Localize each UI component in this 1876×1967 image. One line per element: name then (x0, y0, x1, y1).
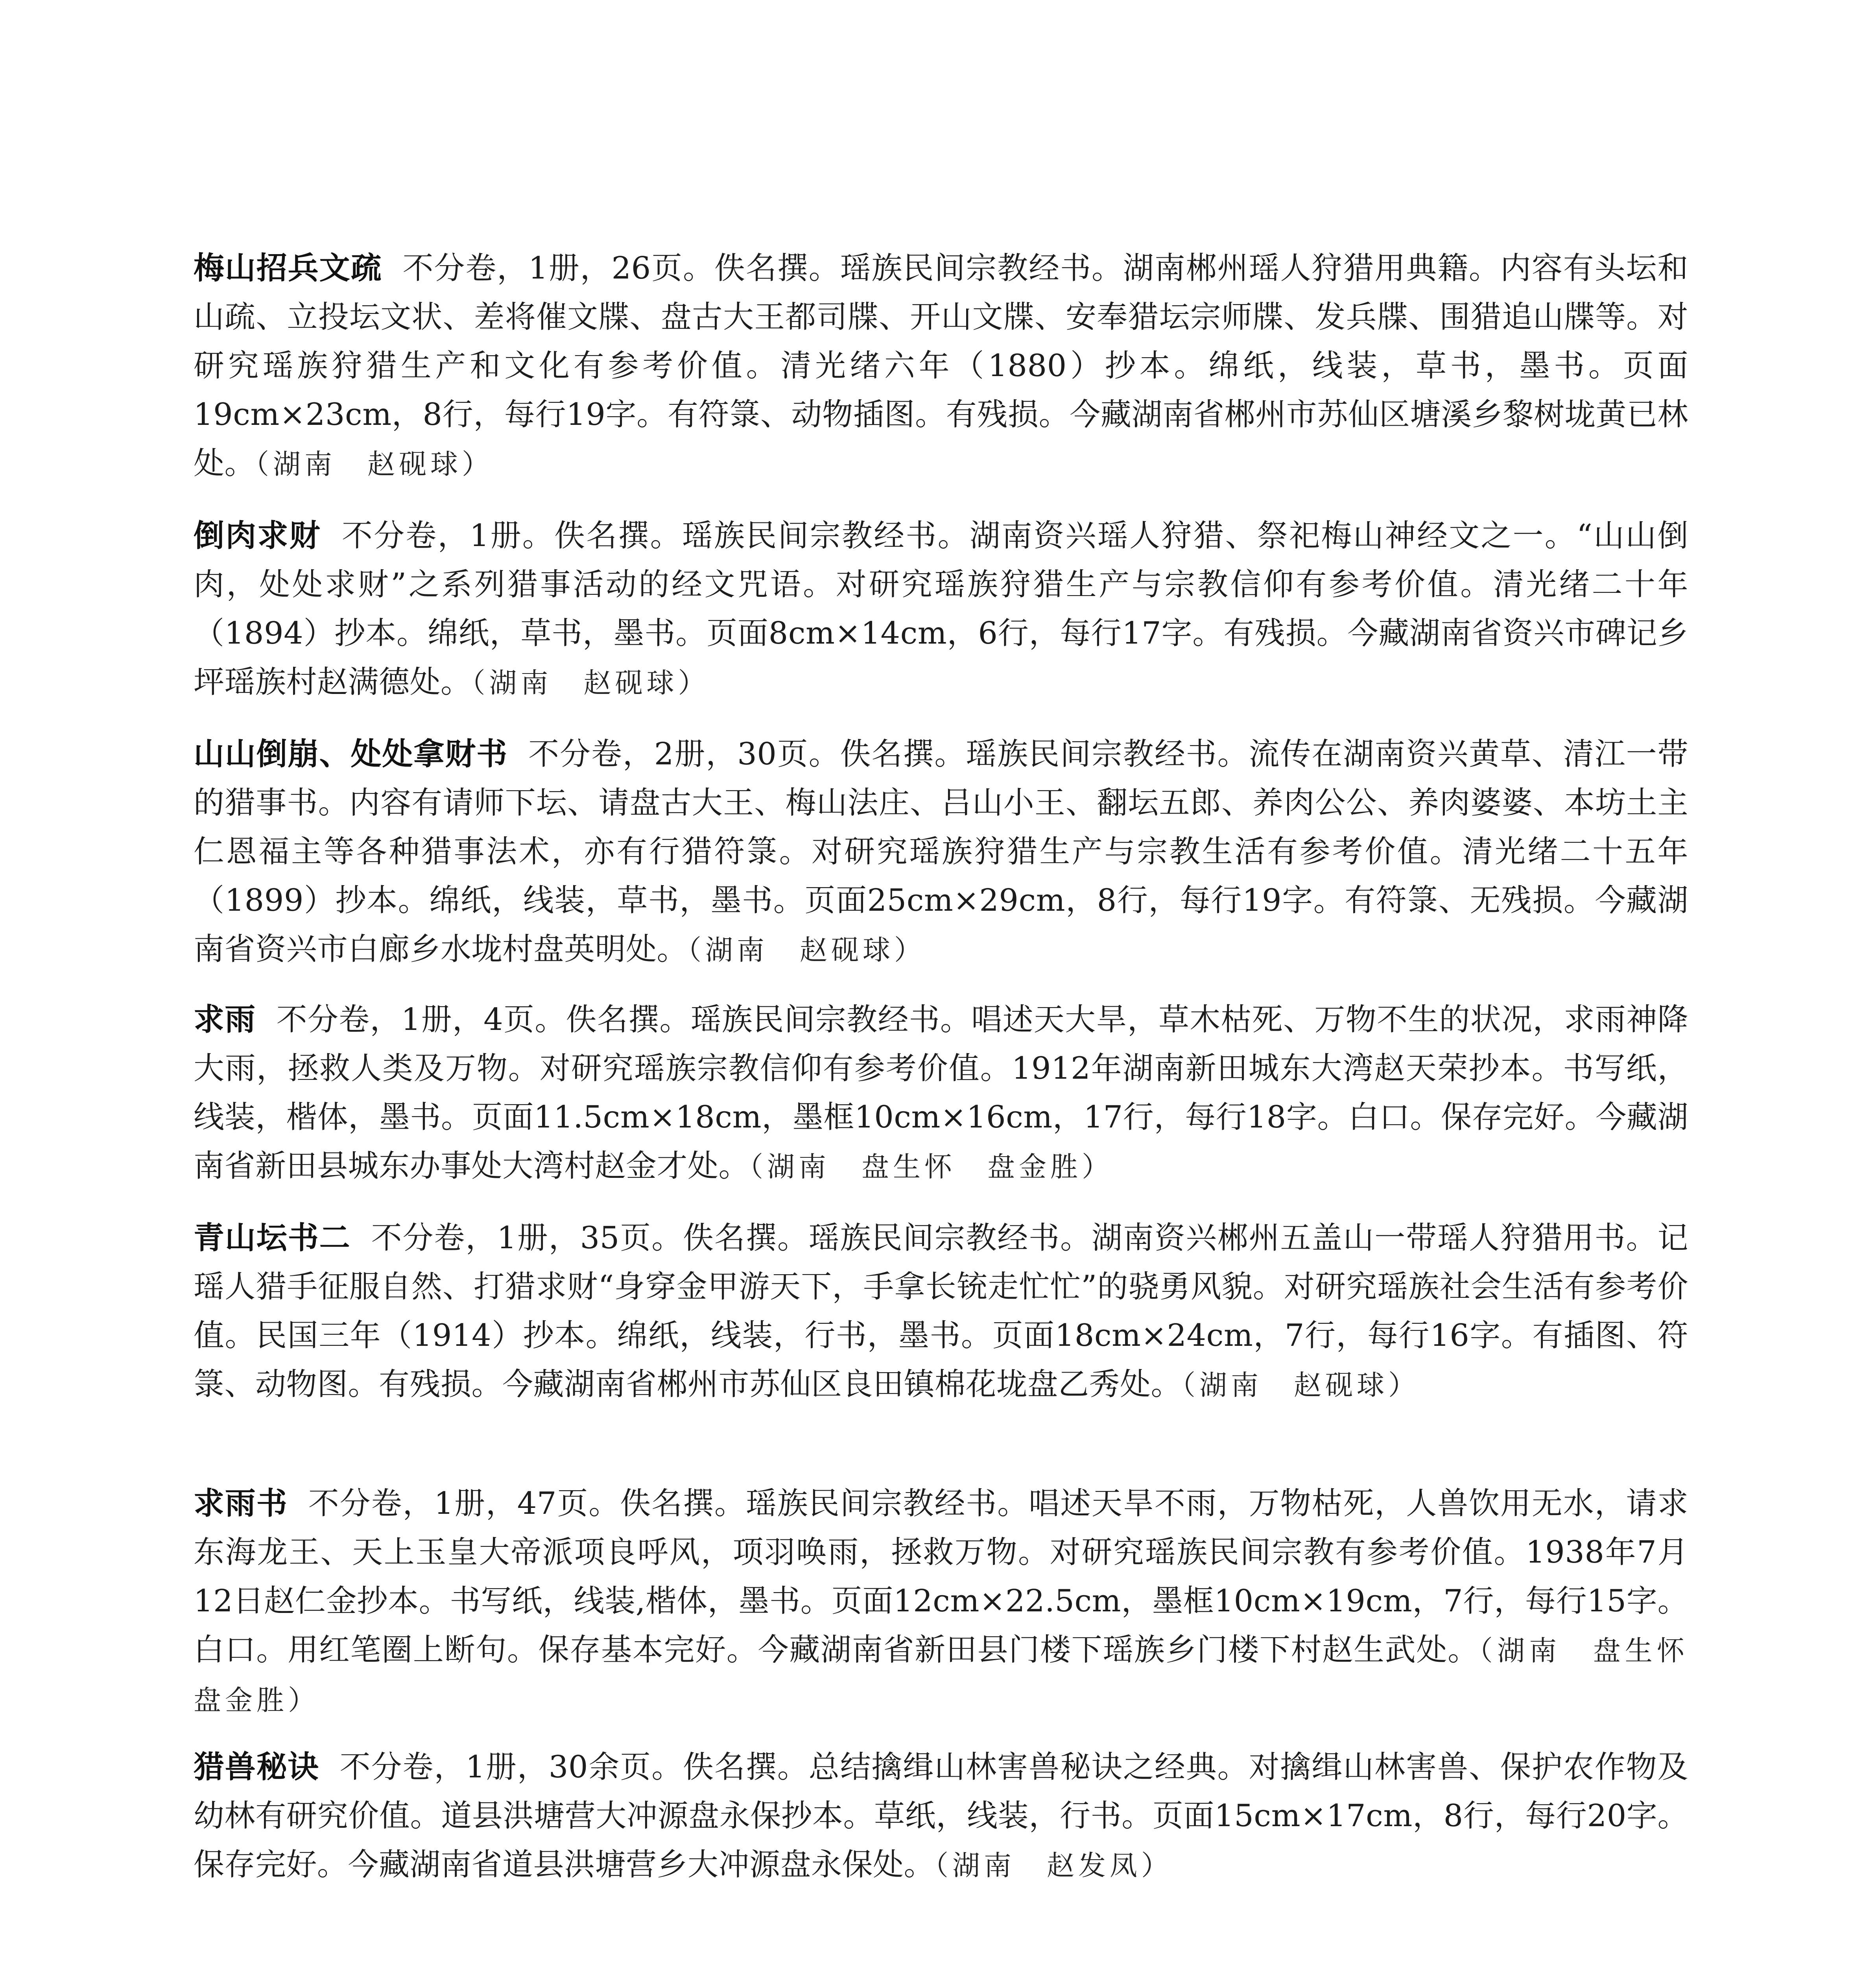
entry-body: 不分卷，2册，30页。佚名撰。瑶族民间宗教经书。流传在湖南资兴黄草、清江一带的猎事书。内容有请师下坛、请盘古大王、梅山法庄、吕山小王、翻坛五郎、养肉公公、养肉婆婆、本坊土主仁恩福主等各种猎事法术，亦有行猎符箓。对研究瑶族狩猎生产与宗教生活有参考价值。清光绪二十五年（1899）抄本。绵纸，线装，草书，墨书。页面25cm×29cm，8行，每行19字。有符箓、无残损。今藏湖南省资兴市白廊乡水垅村盘英明处。 (194, 736, 1688, 967)
entry-body: 不分卷，1册，26页。佚名撰。瑶族民间宗教经书。湖南郴州瑶人狩猎用典籍。内容有头坛和山疏、立投坛文状、差将催文牒、盘古大王都司牒、开山文牒、安奉猎坛宗师牒、发兵牒、围猎追山牒等。对研究瑶族狩猎生产和文化有参考价值。清光绪六年（1880）抄本。绵纸，线装，草书，墨书。页面19cm×23cm，8行，每行19字。有符箓、动物插图。有残损。今藏湖南省郴州市苏仙区塘溪乡黎树垅黄已林处。 (194, 251, 1688, 481)
entry-body: 不分卷，1册，4页。佚名撰。瑶族民间宗教经书。唱述天大旱，草木枯死、万物不生的状况，求雨神降大雨，拯救人类及万物。对研究瑶族宗教信仰有参考价值。1912年湖南新田城东大湾赵天荣抄本。书写纸，线装，楷体，墨书。页面11.5cm×18cm，墨框10cm×16cm，17行，每行18字。白口。保存完好。今藏湖南省新田县城东办事处大湾村赵金才处。 (194, 1002, 1688, 1184)
entry-title: 猎兽秘诀 (194, 1749, 319, 1785)
entry-title: 求雨 (194, 1002, 256, 1037)
entry-credit: （湖南 赵砚球） (255, 448, 494, 480)
catalog-entry (194, 995, 1688, 1191)
entry-title: 青山坛书二 (194, 1220, 351, 1256)
entry-title: 山山倒崩、处处拿财书 (194, 736, 508, 772)
entry-body: 不分卷，1册，30余页。佚名撰。总结擒缉山林害兽秘诀之经典。对擒缉山林害兽、保护农作物及幼林有研究价值。道县洪塘营大冲源盘永保抄本。草纸，线装，行书。页面15cm×17cm，8行，每行20字。保存完好。今藏湖南省道县洪塘营乡大冲源盘永保处。 (194, 1749, 1688, 1882)
entry-title: 倒肉求财 (194, 518, 321, 554)
catalog-entry (194, 1479, 1720, 1725)
entry-title: 求雨书 (194, 1486, 288, 1521)
entry-credit: （湖南 赵砚球） (471, 667, 710, 699)
entry-credit: （湖南 盘生怀 盘金胜） (749, 1151, 1114, 1183)
entry-credit: （湖南 盘生怀 盘金胜） (194, 1635, 1720, 1716)
catalog-entry (194, 244, 1688, 489)
catalog-entry (194, 730, 1688, 974)
entry-credit: （湖南 赵砚球） (688, 934, 926, 966)
entry-credit: （湖南 赵发凤） (935, 1849, 1173, 1882)
entry-title: 梅山招兵文疏 (194, 251, 382, 286)
catalog-entry (194, 511, 1688, 707)
entry-body: 不分卷，1册，35页。佚名撰。瑶族民间宗教经书。湖南资兴郴州五盖山一带瑶人狩猎用书。记瑶人猎手征服自然、打猎求财“身穿金甲游天下，手拿长铳走忙忙”的骁勇风貌。对研究瑶族社会生活有参考价值。民国三年（1914）抄本。绵纸，线装，行书，墨书。页面18cm×24cm，7行，每行16字。有插图、符箓、动物图。有残损。今藏湖南省郴州市苏仙区良田镇棉花垅盘乙秀处。 (194, 1220, 1688, 1402)
catalog-entry (194, 1214, 1688, 1410)
entry-body: 不分卷，1册。佚名撰。瑶族民间宗教经书。湖南资兴瑶人狩猎、祭祀梅山神经文之一。“山山倒肉，处处求财”之系列猎事活动的经文咒语。对研究瑶族狩猎生产与宗教信仰有参考价值。清光绪二十年（1894）抄本。绵纸，草书，墨书。页面8cm×14cm，6行，每行17字。有残损。今藏湖南省资兴市碑记乡坪瑶族村赵满德处。 (194, 518, 1688, 700)
entry-body: 不分卷，1册，47页。佚名撰。瑶族民间宗教经书。唱述天旱不雨，万物枯死，人兽饮用无水，请求东海龙王、天上玉皇大帝派项良呼风，项羽唤雨，拯救万物。对研究瑶族民间宗教有参考价值。1938年7月12日赵仁金抄本。书写纸，线装,楷体，墨书。页面12cm×22.5cm，墨框10cm×19cm，7行，每行15字。白口。用红笔圈上断句。保存基本完好。今藏湖南省新田县门楼下瑶族乡门楼下村赵生武处。 (194, 1486, 1688, 1668)
catalog-entry (194, 1743, 1688, 1890)
entry-credit: （湖南 赵砚球） (1182, 1369, 1420, 1401)
